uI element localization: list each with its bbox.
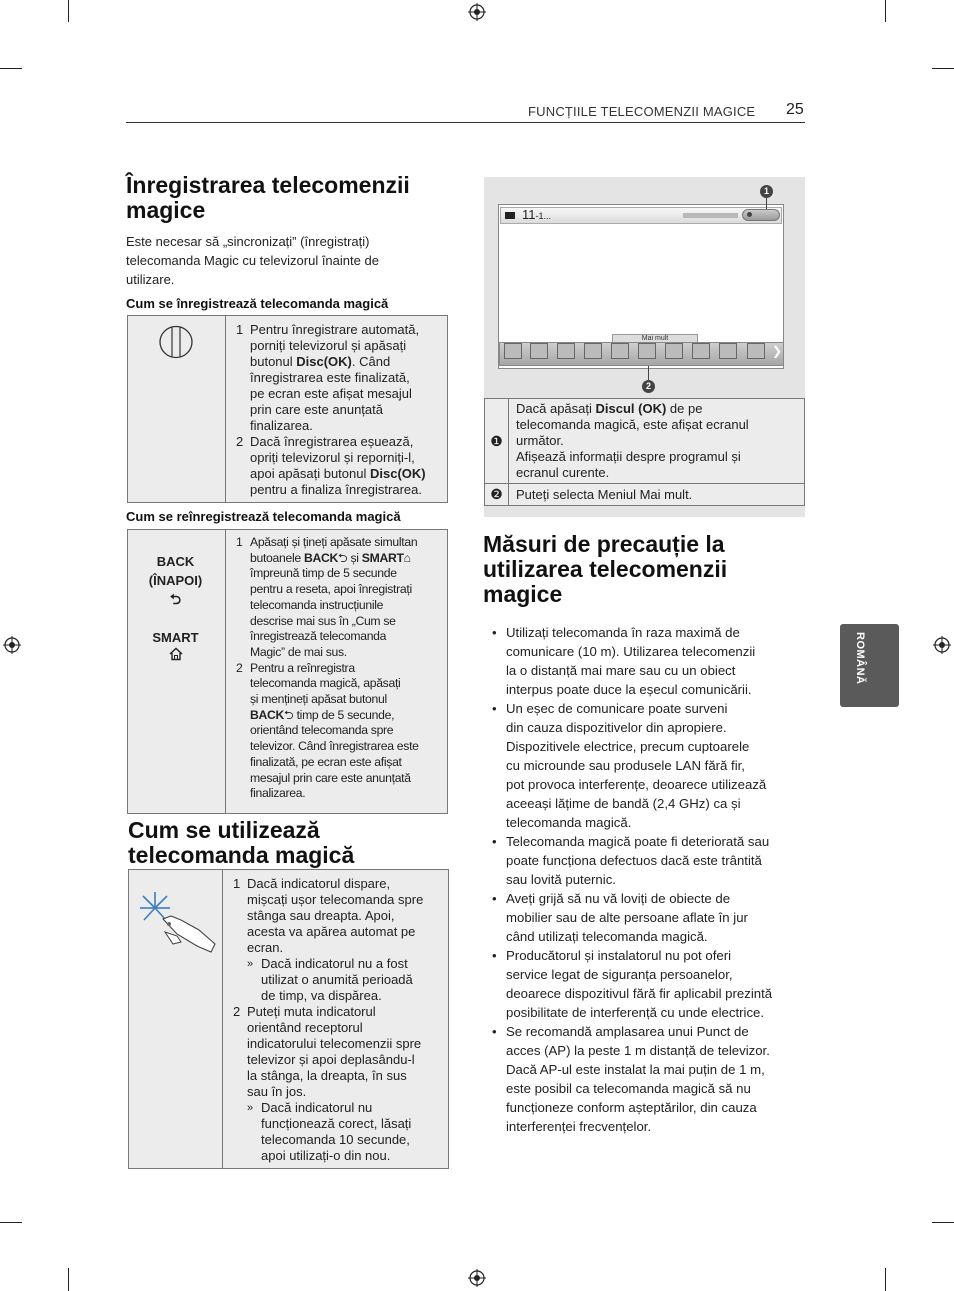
registration-mark-icon (933, 636, 951, 654)
callout-line-1 (766, 198, 767, 209)
step-line: prin care este anunțată (250, 402, 383, 417)
step-line: mesajul prin care este anunțată (250, 770, 411, 785)
user-guide-icon[interactable] (719, 343, 737, 359)
precaution-line: • Un eșec de comunicare poate surveni (506, 701, 728, 716)
precaution-line: poate funcționa defectuos dacă este trântită (506, 853, 762, 868)
precaution-item (484, 889, 804, 946)
precaution-line: service legat de siguranța persoanelor, (506, 967, 733, 982)
chevron-right-icon[interactable]: ❯ (772, 344, 783, 358)
intro-line: utilizare. (126, 272, 175, 287)
note-line: utilizat o anumită perioadă (261, 972, 413, 987)
step-line: stânga sau dreapta. Apoi, (247, 908, 395, 923)
step-line: pentru a reseta, apoi înregistrați (250, 582, 412, 597)
register-heading: Cum se înregistrează telecomanda magică (126, 296, 389, 311)
home-icon (169, 647, 183, 661)
crop-mark (885, 1268, 886, 1291)
crop-mark (885, 0, 886, 22)
step-line: Pentru a reînregistra (250, 660, 355, 675)
register-table (127, 315, 448, 503)
step-text: și (347, 550, 362, 565)
callout-marker-1: 1 (760, 185, 773, 198)
step-line: opriți televizorul și reporniți-l, (250, 450, 415, 465)
legend-line: Afișează informații despre programul și (516, 449, 741, 464)
step-line: finalizarea. (250, 786, 306, 801)
precaution-line: cu microunde sau produsele LAN fără fir, (506, 758, 745, 773)
back-label-ro: (ÎNAPOI) (148, 573, 203, 588)
callout-line-2 (648, 366, 649, 380)
step-line (250, 354, 441, 370)
precaution-line: funcționeze conform așteptărilor, din cauza (506, 1100, 757, 1115)
usage-title-line: Cum se utilizează (128, 817, 320, 843)
callout-marker-2: 2 (642, 380, 655, 393)
precaution-line: • Aveți grijă să nu vă loviți de obiecte de (506, 891, 731, 906)
language-tab[interactable] (840, 624, 899, 707)
precaution-item (484, 1022, 804, 1136)
registration-mark-icon (468, 1269, 486, 1287)
globe-icon[interactable] (557, 343, 575, 359)
step-line (250, 466, 441, 482)
precautions-title-line: utilizarea telecomenzii (483, 556, 728, 582)
step-line: împreună timp de 5 secunde (250, 566, 397, 581)
tv-icon (505, 212, 515, 219)
reregister-table (127, 529, 448, 814)
step-number: 2 (233, 1004, 241, 1019)
step-text: timp de 5 secunde, (293, 707, 395, 722)
precautions-title-line: magice (483, 581, 563, 607)
precaution-line: interpus poate duce la eșecul comunicării. (506, 682, 752, 697)
step-text: apoi apăsați butonul (250, 466, 370, 481)
button-name: Disc(OK) (369, 466, 426, 481)
legend-text: Dacă apăsați (516, 401, 596, 416)
button-name: SMART (361, 550, 404, 565)
precaution-line: comunicare (10 m). Utilizarea telecomenzii (506, 644, 756, 659)
registration-mark-icon (3, 636, 21, 654)
button-name: Disc(OK) (296, 354, 352, 369)
wheel-button-icon (159, 325, 193, 359)
note-line: funcționează corect, lăsați (261, 1116, 412, 1131)
step-line (250, 551, 441, 567)
legend-line: telecomanda magică, este afișat ecranul (516, 417, 749, 432)
step-line: orientând receptorul (247, 1020, 363, 1035)
usage-title (128, 818, 354, 868)
step-line: porniți televizorul și apăsați (250, 338, 407, 353)
precautions-title (483, 532, 727, 607)
usage-note-1 (247, 956, 442, 1004)
precaution-line: posibilitate de interferență cu unde electrice. (506, 1005, 765, 1020)
remote-pointer-icon (137, 884, 217, 954)
precaution-item (484, 832, 804, 889)
step-line: înregistrarea este finalizată, (250, 370, 410, 385)
step-line (250, 708, 441, 724)
legend-line (516, 401, 798, 417)
step-number: 2 (236, 434, 244, 449)
legend-line: ecranul curente. (516, 465, 610, 480)
button-name: BACK (303, 550, 338, 565)
register-step-1 (230, 322, 441, 434)
settings-icon[interactable] (530, 343, 548, 359)
register-steps (230, 322, 441, 498)
step-line: Magic” de mai sus. (250, 644, 347, 659)
intro-line: Este necesar să „sincronizați” (înregistrați) (126, 234, 370, 249)
precaution-line: mobilier sau de alte persoane aflate în jur (506, 910, 748, 925)
register-step-2 (230, 434, 441, 498)
reregister-step-2 (230, 661, 441, 802)
step-line: orientând telecomanda spre (250, 723, 394, 738)
precaution-line: acces (AP) la peste 1 m distanță de televizor. (506, 1043, 770, 1058)
registration-mark-icon (468, 3, 486, 21)
register-icon-cell (128, 316, 226, 503)
back-arrow-icon: ⮌ (337, 550, 348, 565)
app-icon[interactable] (638, 343, 656, 359)
precaution-line: • Utilizați telecomanda în raza maximă de (506, 625, 740, 640)
precaution-line: • Producătorul și instalatorul nu pot oferi (506, 948, 732, 963)
back-arrow-icon: ⮌ (169, 591, 182, 607)
channel-number (522, 207, 551, 222)
crop-mark (68, 0, 69, 22)
reregister-steps-cell (226, 530, 448, 814)
precaution-line: Dacă AP-ul este instalat la mai puțin de 1 m, (506, 1062, 765, 1077)
precaution-line: Dispozitivele electrice, precum cuptoarele (506, 739, 750, 754)
step-text: . Când (351, 354, 391, 369)
back-label: BACK (156, 554, 195, 569)
step-line: ecran. (247, 940, 284, 955)
reregister-heading: Cum se reînregistrează telecomanda magică (126, 509, 401, 524)
user-guide-icon[interactable] (692, 343, 710, 359)
usage-table (128, 869, 449, 1169)
step-number: 1 (236, 535, 243, 549)
page-number: 25 (786, 101, 804, 118)
step-line: Dacă indicatorul dispare, (247, 876, 391, 891)
step-number: 1 (236, 322, 244, 337)
precaution-item (484, 699, 804, 832)
precaution-line: interferenței frecvențelor. (506, 1119, 652, 1134)
step-line: la stânga, la dreapta, în sus (247, 1068, 407, 1083)
note-line: apoi utilizați-o din nou. (261, 1148, 391, 1163)
precaution-line: la o distanță mai mare sau cu un obiect (506, 663, 736, 678)
usage-step-2 (227, 1004, 442, 1164)
usage-steps (227, 876, 442, 1164)
running-header: FUNCȚIILE TELECOMENZII MAGICE (528, 104, 756, 119)
channel-sub-text: -1... (535, 211, 552, 221)
back-arrow-icon: ⮌ (284, 707, 294, 722)
legend-text-2: Puteți selecta Meniul Mai mult. (509, 484, 805, 506)
registration-intro (126, 232, 379, 289)
step-line: pentru a finaliza înregistrarea. (250, 482, 422, 497)
precaution-line: • Se recomandă amplasarea unui Punct de (506, 1024, 749, 1039)
legend-marker-2: ❷ (485, 484, 509, 506)
precautions-title-line: Măsuri de precauție la (483, 531, 725, 557)
step-line: finalizarea. (250, 418, 313, 433)
step-line: Pentru înregistrare automată, (250, 322, 420, 337)
legend-marker-1: ❶ (485, 399, 509, 484)
precaution-line: când utilizați telecomanda magică. (506, 929, 708, 944)
registration-title-line: magice (126, 197, 206, 223)
step-line: pe ecran este afișat mesajul (250, 386, 412, 401)
precaution-line: aceeași lățime de bandă (2,4 GHz) ca și (506, 796, 741, 811)
step-number: 2 (236, 660, 243, 675)
usage-steps-cell (223, 870, 449, 1169)
registration-title-line: Înregistrarea telecomenzii (126, 172, 410, 198)
header-rule (126, 122, 805, 123)
registration-title (126, 173, 410, 223)
register-steps-cell (226, 316, 448, 503)
step-line: telecomanda magică, apăsați (250, 676, 401, 691)
precaution-item (484, 946, 804, 1022)
legend-line: următor. (516, 433, 564, 448)
note-marker: » (247, 958, 254, 970)
precaution-line: • Telecomanda magică poate fi deteriorată sau (506, 834, 770, 849)
step-line: televizor și apoi deplasându-l (247, 1052, 415, 1067)
search-icon[interactable] (584, 343, 602, 359)
step-line: telecomanda instrucțiunile (250, 597, 384, 612)
note-line: Dacă indicatorul nu a fost (261, 956, 408, 971)
step-line: Puteți muta indicatorul (247, 1004, 376, 1019)
step-line: mișcați ușor telecomanda spre (247, 892, 424, 907)
crop-mark (68, 1268, 69, 1291)
precaution-line: telecomanda magică. (506, 815, 632, 830)
step-line: finalizată, pe ecran este afișat (250, 754, 402, 769)
step-line: înregistrează telecomanda (250, 629, 387, 644)
crop-mark (0, 68, 22, 69)
crop-mark (932, 1222, 954, 1223)
step-line: sau în jos. (247, 1084, 307, 1099)
note-line: Dacă indicatorul nu (261, 1100, 373, 1115)
note-line: de timp, va dispărea. (261, 988, 382, 1003)
step-line: descrise mai sus în „Cum se (250, 613, 396, 628)
more-tab-label: Mai mult (641, 335, 669, 342)
app-icon[interactable] (504, 343, 522, 359)
usage-note-2 (247, 1100, 442, 1164)
precaution-line: este posibil ca telecomanda magică să nu (506, 1081, 751, 1096)
legend-text: de pe (666, 401, 703, 416)
precaution-line: deoarece dispozitivul fără fir aplicabil prezintă (506, 986, 773, 1001)
step-line: indicatorului telecomenzii spre (247, 1036, 422, 1051)
smart-button-label (128, 628, 223, 666)
step-line: Dacă înregistrarea eșuează, (250, 434, 414, 449)
progress-bar (683, 213, 738, 218)
reregister-step-1 (230, 535, 441, 661)
step-line: acesta va apărea automat pe (247, 924, 416, 939)
usage-icon-cell (129, 870, 223, 1169)
input-icon[interactable] (747, 343, 765, 359)
channel-number-text: 11 (522, 207, 536, 222)
clock-icon[interactable] (665, 343, 683, 359)
step-number: 1 (233, 876, 241, 891)
note-line: telecomanda 10 secunde, (261, 1132, 410, 1147)
button-name: BACK (250, 707, 285, 722)
smart-label: SMART (152, 630, 199, 645)
intro-line: telecomanda Magic cu televizorul înainte de (126, 253, 379, 268)
precautions-list (484, 623, 804, 1136)
crop-mark (0, 1222, 22, 1223)
precaution-line: pot provoca interferențe, deoarece utilizează (506, 777, 767, 792)
step-line: televizor. Când înregistrarea este (250, 739, 419, 754)
step-text: butoanele (250, 550, 304, 565)
note-marker: » (247, 1102, 254, 1114)
language-tab-label: ROMÂNĂ (854, 632, 866, 685)
guide-icon[interactable] (611, 343, 629, 359)
button-name: Discul (OK) (595, 401, 667, 416)
crop-mark (932, 68, 954, 69)
usage-title-line: telecomanda magică (128, 842, 355, 868)
step-line: Apăsați și țineți apăsate simultan (250, 535, 418, 549)
usage-step-1 (227, 876, 442, 1004)
precaution-item (484, 623, 804, 699)
reregister-icon-cell (128, 530, 226, 814)
info-button-dot-icon (747, 212, 752, 217)
back-button-label (128, 552, 223, 609)
precaution-line: din cauza dispozitivelor din apropiere. (506, 720, 727, 735)
step-line: și mențineți apăsat butonul (250, 692, 387, 707)
step-text: butonul (250, 354, 297, 369)
precaution-line: sau lovită puternic. (506, 872, 616, 887)
home-icon: ⌂ (403, 550, 411, 565)
callout-legend-table (484, 398, 805, 506)
reregister-steps (230, 535, 441, 802)
legend-text-1 (509, 399, 805, 484)
